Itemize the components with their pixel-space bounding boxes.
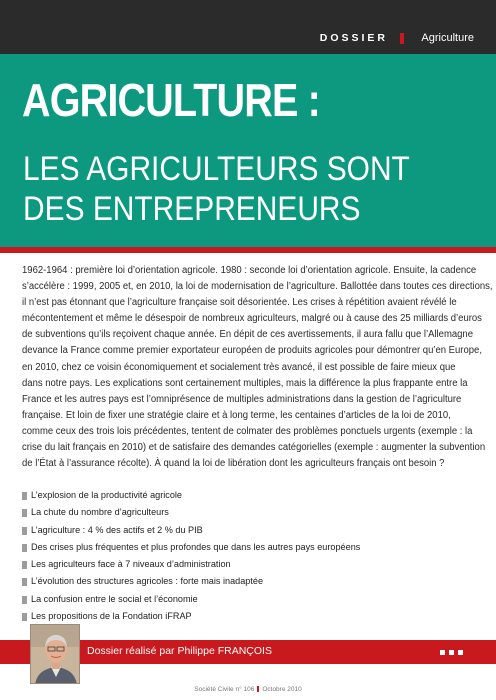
toc-item[interactable] <box>22 522 422 539</box>
intro-line: dans notre pays. Les explications sont certainement multiples, mais la différence la plus frappante entre la <box>22 377 468 389</box>
header-separator <box>400 33 404 44</box>
toc-item[interactable] <box>22 539 422 556</box>
intro-line: 1962-1964 : première loi d’orientation agricole. 1980 : seconde loi d’orientation agricole. Ensuite, la cadence <box>22 265 477 276</box>
intro-line: crise du lait français en 2010) et de satisfaire des demandes catégorielles (exemple : augmenter la subvention <box>22 442 486 454</box>
bullet-square-icon <box>22 596 27 604</box>
page-footer <box>0 686 496 693</box>
section-label: DOSSIER <box>319 32 388 44</box>
toc-item-label: L’agriculture : 4 % des actifs et 2 % du PIB <box>31 524 203 536</box>
footer-separator <box>257 686 259 692</box>
toc-item[interactable] <box>22 591 422 608</box>
intro-paragraph <box>22 263 493 472</box>
bullet-square-icon <box>22 613 27 621</box>
bullet-square-icon <box>22 527 27 535</box>
toc-item-label: L’évolution des structures agricoles : forte mais inadaptée <box>31 576 264 588</box>
toc-item[interactable] <box>22 487 422 504</box>
red-divider <box>0 247 496 253</box>
bullet-square-icon <box>22 509 27 517</box>
toc-item-label: Les propositions de la Fondation iFRAP <box>31 611 192 623</box>
subtitle-line-2: DES ENTREPRENEURS <box>23 190 361 228</box>
intro-line: il n’est pas étonnant que l’agriculture française soit désorientée. Les crises à répétition avaient révélé le <box>22 297 457 309</box>
title-banner <box>0 54 496 247</box>
intro-line: de l’État à l’assurance récolte). À quand la loi de libération dont les agriculteurs français ont besoin ? <box>22 458 445 470</box>
bullet-square-icon <box>22 544 27 552</box>
intro-line: France et les autres pays est l’omniprésence de multiples administrations dans la gestion de l’agriculture <box>22 393 462 405</box>
bullet-square-icon <box>22 492 27 500</box>
top-header-bar <box>0 0 496 54</box>
intro-line: de subventions qu’ils reçoivent chaque année. En dépit de ces avertissements, il aura fallu que l’Allemagne <box>22 329 473 341</box>
intro-line: en 2010, chez ce voisin économiquement et socialement très avancé, il est possible de faire mieux que <box>22 361 456 373</box>
table-of-contents <box>22 487 422 625</box>
toc-item[interactable] <box>22 608 422 625</box>
more-dots-icon <box>440 650 468 656</box>
footer-date: Octobre 2010 <box>262 686 302 693</box>
category-label: Agriculture <box>421 32 474 44</box>
intro-line: s’accélère : 1999, 2005 et, en 2010, la loi de modernisation de l’agriculture. Ballottée dans toutes ces directions, <box>22 281 493 293</box>
author-credit: Dossier réalisé par Philippe FRANÇOIS <box>87 645 272 657</box>
intro-line: française. Et loin de fixer une stratégie claire et à long terme, les centaines d’articles de la loi de 2010, <box>22 409 451 421</box>
page-title: AGRICULTURE : <box>22 74 320 126</box>
author-portrait-icon <box>31 625 80 684</box>
footer-publication: Société Civile n° 106 <box>194 686 255 693</box>
toc-item[interactable] <box>22 573 422 590</box>
author-photo <box>30 624 80 684</box>
intro-line: devance la France comme premier exportateur européen de produits agricoles pour démontrer qu’en Europe, <box>22 345 482 357</box>
toc-item-label: Des crises plus fréquentes et plus profondes que dans les autres pays européens <box>31 541 361 553</box>
bullet-square-icon <box>22 561 27 569</box>
subtitle-line-1: LES AGRICULTEURS SONT <box>23 150 410 188</box>
toc-item-label: L’explosion de la productivité agricole <box>31 490 182 501</box>
intro-line: mécontentement et même le désespoir de nombreux agriculteurs, malgré ou à cause des 25 milliards d’euros <box>22 313 482 325</box>
toc-item[interactable] <box>22 556 422 573</box>
toc-item-label: La chute du nombre d’agriculteurs <box>31 507 169 519</box>
bullet-square-icon <box>22 578 27 586</box>
toc-item[interactable] <box>22 504 422 521</box>
toc-item-label: La confusion entre le social et l’économie <box>31 593 198 605</box>
toc-item-label: Les agriculteurs face à 7 niveaux d’administration <box>31 559 231 571</box>
page-subtitle <box>23 149 410 229</box>
intro-line: comme ceux des trois lois précédentes, tentent de colmater des problèmes ponctuels urgents (exemple : la <box>22 425 473 437</box>
